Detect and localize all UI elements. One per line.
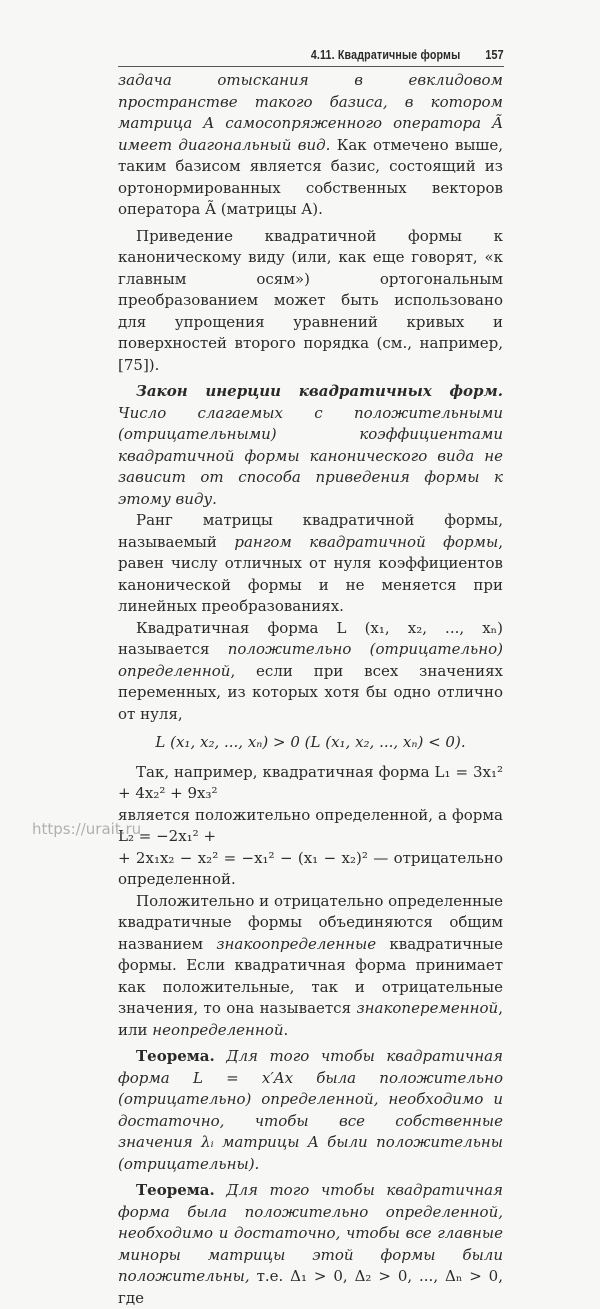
theorem-label: Теорема.: [136, 1181, 215, 1199]
term-sign-definite: знакоопределенные: [216, 934, 377, 953]
text-fragment: Положительно и отрицательно определенные квадратичные формы объединяются общим названием: [118, 891, 503, 953]
paragraph-sign: [118, 891, 503, 1042]
watermark-url: https://urait.ru: [32, 820, 142, 838]
formula-definite: L (x₁, x₂, ..., xₙ) > 0 (L (x₁, x₂, ..., xₙ) < 0).: [155, 733, 466, 751]
paragraph-definition: [118, 618, 503, 726]
section-title: 4.11. Квадратичные формы: [310, 47, 460, 62]
text-fragment: квадратичные формы. Если квадратичная форма принимает как положительные, так и отрицательные значения, то она называется: [118, 934, 503, 1017]
term-definite: положительно (отрицательно) определенной: [118, 640, 503, 680]
paragraph-continuation: [118, 70, 503, 221]
theorem-text: Для того чтобы квадратичная форма L = x′Ax была положительно (отрицательно) определенной, необходимо и достаточно, чтобы все собственные значения λᵢ матрицы A были положительны (отрицательны).: [118, 1047, 503, 1173]
running-header: [118, 46, 504, 67]
paragraph-rank: [118, 510, 503, 618]
example-line-3: + 2x₁x₂ − x₂² = −x₁² − (x₁ − x₂)² — отрицательно определенной.: [118, 848, 503, 888]
text-body: [118, 70, 503, 1309]
paragraph-inertia-law: [118, 381, 503, 510]
example-line-1: Так, например, квадратичная форма L₁ = 3x₁² + 4x₂² + 9x₃²: [118, 762, 503, 802]
theorem-label: Теорема.: [136, 1047, 215, 1065]
example-line-2: является положительно определенной, а форма L₂ = −2x₁² +: [118, 805, 503, 845]
law-title: Закон инерции квадратичных форм.: [136, 382, 503, 400]
theorem-2: [118, 1180, 503, 1309]
term-sign-variable: знакопеременной: [356, 999, 499, 1017]
term-indefinite: неопределенной: [152, 1020, 284, 1039]
theorem-text: Для того чтобы квадратичная форма была положительно определенной, необходимо и достаточно, чтобы все главные миноры матрицы этой формы были положительны,: [118, 1181, 503, 1285]
italic-fragment: задача отыскания в евклидовом пространстве такого базиса, в котором матрица A самосопряженного оператора Ã имеет диагональный вид.: [118, 71, 503, 154]
term-rank: рангом квадратичной формы: [234, 532, 499, 551]
text-fragment: , если при всех значениях переменных, из которых хотя бы одно отлично от нуля,: [118, 661, 503, 723]
theorem-tail: т.е. Δ₁ > 0, Δ₂ > 0, ..., Δₙ > 0, где: [118, 1267, 503, 1307]
text-fragment: .: [283, 1020, 289, 1039]
text-fragment: , или: [118, 999, 503, 1039]
page-number: 157: [485, 47, 504, 62]
text-fragment: Как отмечено выше, таким базисом является базис, состоящий из ортонормированных собственных векторов оператора Ã (матрицы A).: [118, 135, 504, 218]
theorem-1: [118, 1046, 503, 1175]
paragraph-canonical: Приведение квадратичной формы к каноническому виду (или, как еще говорят, «к главным осям») ортогональным преобразованием может быть использовано для упрощения уравнений кривых и поверхностей второго порядка (см., например, [75]).: [118, 226, 503, 374]
text-fragment: Квадратичная форма L (x₁, x₂, ..., xₙ) называется: [118, 618, 503, 658]
text-fragment: Ранг матрицы квадратичной формы, называемый: [118, 511, 503, 551]
text-fragment: , равен числу отличных от нуля коэффициентов канонической формы и не меняется при линейных преобразованиях.: [118, 532, 503, 615]
law-text: Число слагаемых с положительными (отрицательными) коэффициентами квадратичной формы канонического вида не зависит от способа приведения формы к этому виду.: [118, 403, 503, 508]
